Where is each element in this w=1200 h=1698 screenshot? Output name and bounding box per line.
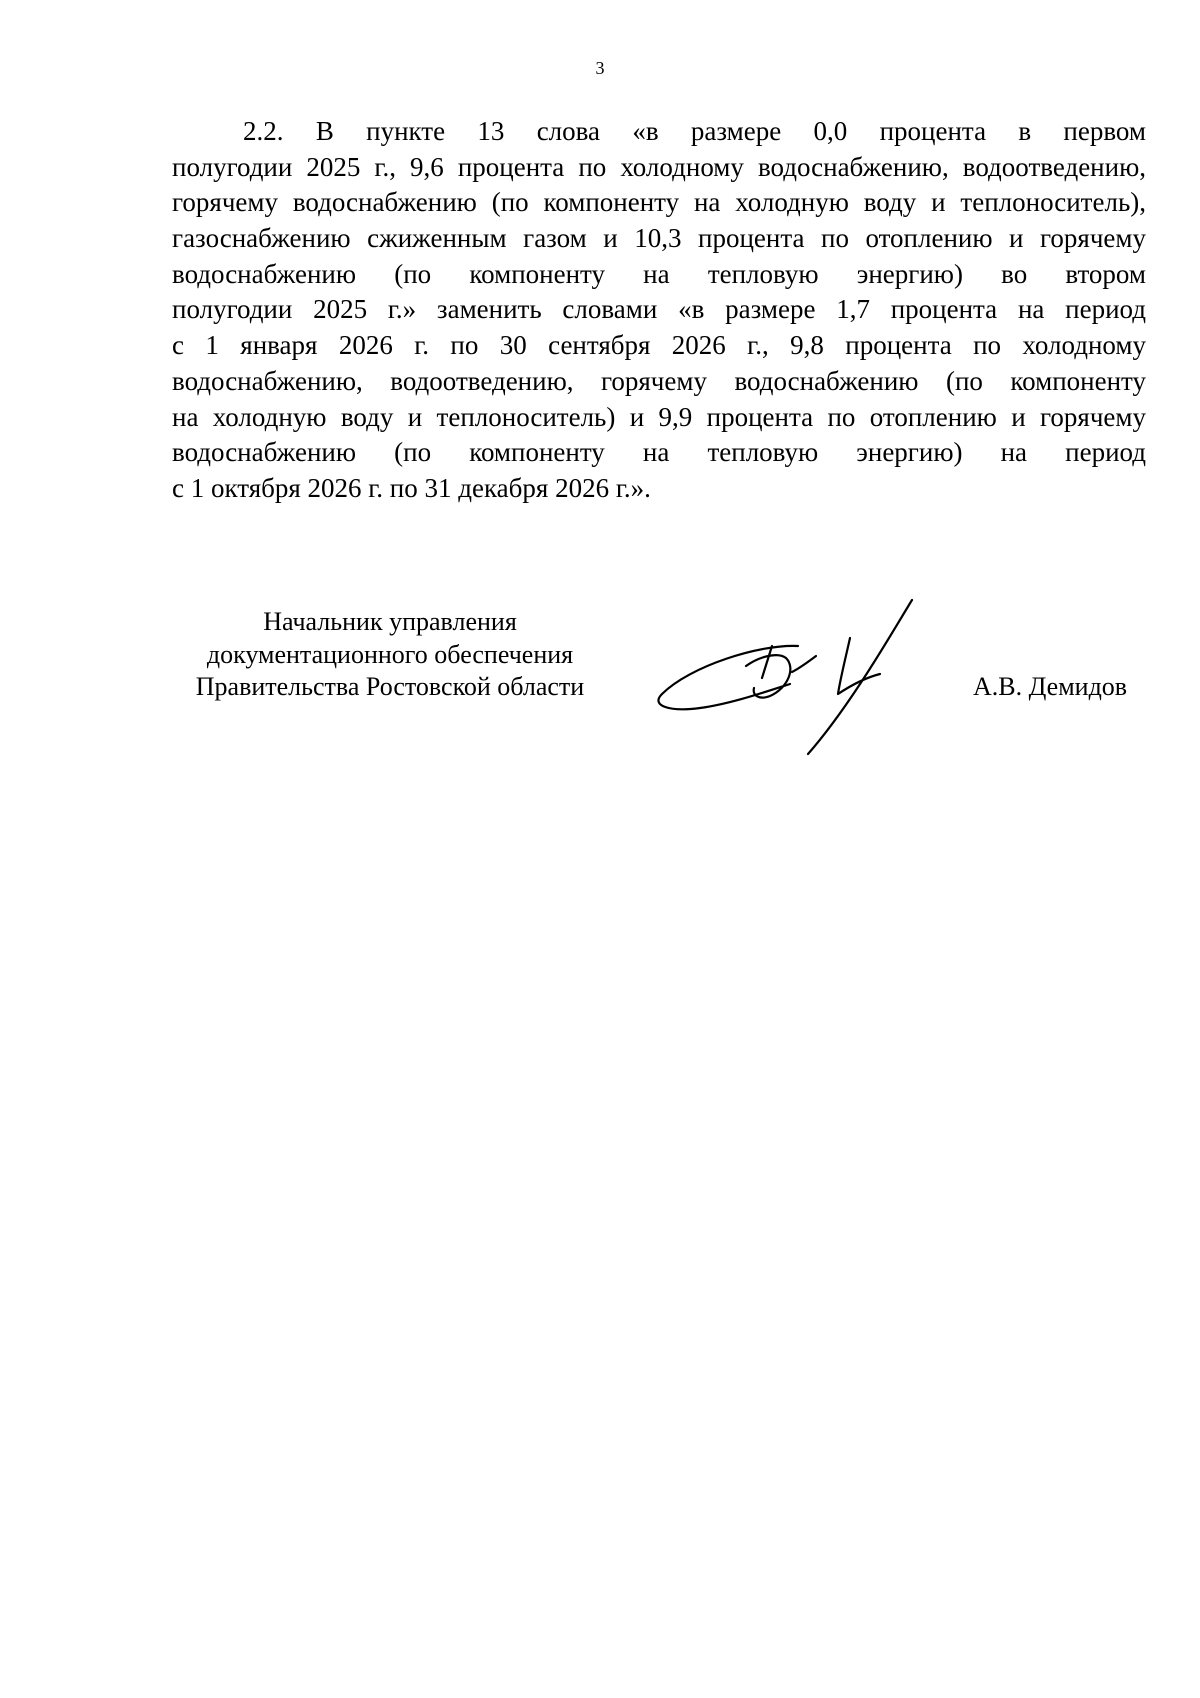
paragraph-line: газоснабжению сжиженным газом и 10,3 процента по отоплению и горячему xyxy=(172,223,1146,254)
signer-name: А.В. Демидов xyxy=(973,672,1128,701)
paragraph-line: водоснабжению (по компоненту на тепловую энергию) во втором xyxy=(172,258,1146,289)
signer-title xyxy=(170,606,610,704)
signer-title-line: Правительства Ростовской области xyxy=(195,672,585,701)
amendment-paragraph xyxy=(172,114,1146,507)
paragraph-line: горячему водоснабжению (по компоненту на холодную воду и теплоноситель), xyxy=(172,187,1146,218)
handwritten-signature-icon xyxy=(650,596,950,756)
paragraph-line: водоснабжению (по компоненту на тепловую энергию) на период xyxy=(172,437,1146,468)
paragraph-line: с 1 октября 2026 г. по 31 декабря 2026 г.». xyxy=(172,472,651,503)
signer-title-line: Начальник управления xyxy=(263,607,517,636)
paragraph-line: водоснабжению, водоотведению, горячему водоснабжению (по компоненту xyxy=(172,365,1146,396)
page-number: 3 xyxy=(595,58,605,78)
paragraph-line: полугодии 2025 г., 9,6 процента по холодному водоснабжению, водоотведению, xyxy=(172,151,1146,182)
paragraph-line: полугодии 2025 г.» заменить словами «в размере 1,7 процента на период xyxy=(172,294,1146,325)
signer-title-line: документационного обеспечения xyxy=(206,639,574,669)
paragraph-line: на холодную воду и теплоноситель) и 9,9 процента по отоплению и горячему xyxy=(172,401,1146,432)
paragraph-line: 2.2. В пункте 13 слова «в размере 0,0 процента в первом xyxy=(243,116,1146,146)
paragraph-line: с 1 января 2026 г. по 30 сентября 2026 г., 9,8 процента по холодному xyxy=(172,330,1146,361)
